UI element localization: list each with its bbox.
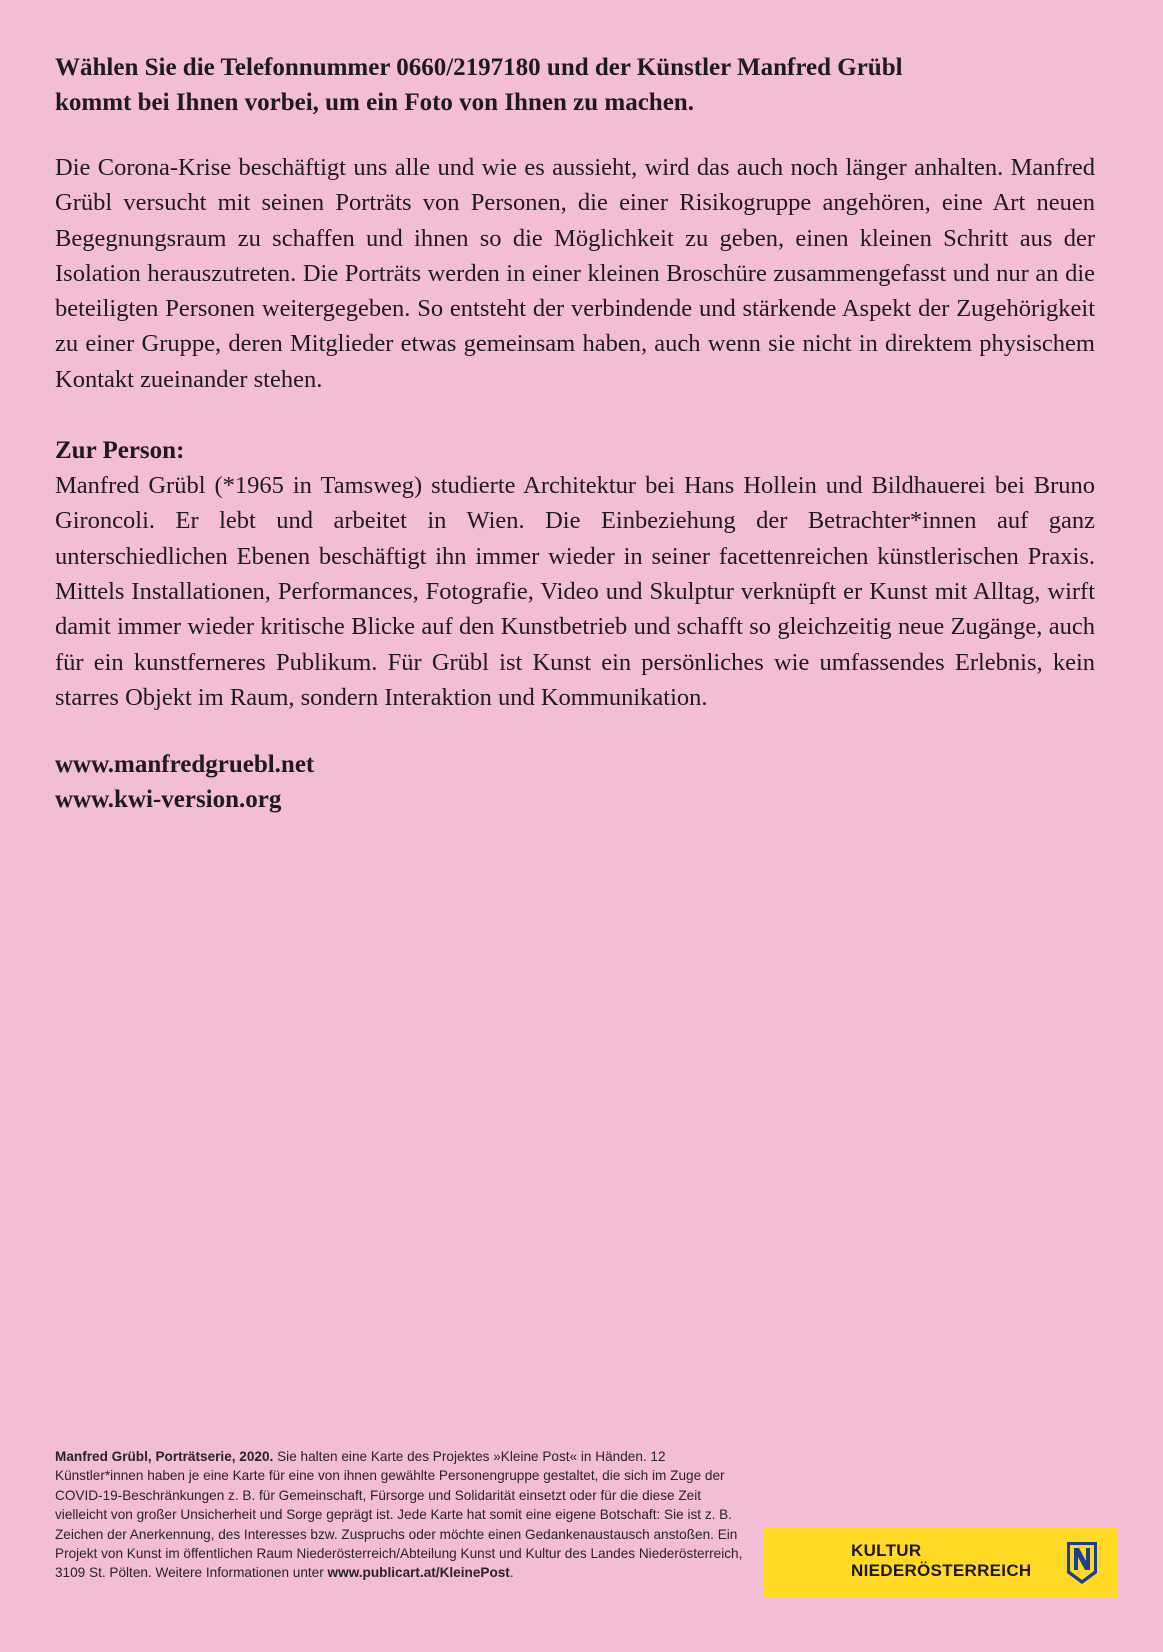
niederoesterreich-n-icon (1065, 1540, 1099, 1586)
logo-line-1: KULTUR (851, 1541, 922, 1560)
main-content (55, 50, 1095, 817)
footer-body: Sie halten eine Karte des Projektes »Kleine Post« in Händen. 12 Künstler*innen haben je eine Karte für eine von ihnen gewählte Personengruppe gestaltet, die sich im Zuge der COVID-19-Beschränkungen z. B. für Gemeinschaft, Fürsorge und Solidarität einsetzt oder für die diese Zeit vielleicht von großer Unsicherheit und Sorge geprägt ist. Jede Karte hat somit eine eigene Botschaft: Sie ist z. B. Zeichen der Anerkennung, des Interesses bzw. Zuspruchs oder möchte einen Gedankenaustausch anstoßen. Ein Projekt von Kunst im öffentlichen Raum Niederösterreich/Abteilung Kunst und Kultur des Landes Niederösterreich, 3109 St. Pölten. Weitere Informationen unter (55, 1449, 743, 1581)
bio-heading: Zur Person: (55, 437, 185, 465)
intro-text (55, 50, 1095, 120)
link-kwi-version[interactable]: www.kwi-version.org (55, 786, 282, 814)
footer-link[interactable]: www.publicart.at/KleinePost (327, 1565, 510, 1581)
intro-line-2: kommt bei Ihnen vorbei, um ein Foto von Ihnen zu machen. (55, 89, 694, 116)
logo-line-2: NIEDERÖSTERREICH (851, 1561, 1032, 1580)
kultur-niederoesterreich-logo (763, 1527, 1118, 1598)
footer-end: . (509, 1565, 514, 1581)
footer-lead: Manfred Grübl, Porträtserie, 2020. (55, 1449, 274, 1464)
footer-note (55, 1447, 755, 1583)
bio-paragraph: Manfred Grübl (*1965 in Tamsweg) studierte Architektur bei Hans Hollein und Bildhauerei bei Bruno Gironcoli. Er lebt und arbeitet in Wien. Die Einbeziehung der Betrachter*innen auf ganz unterschiedlichen Ebenen beschäftigt ihn immer wieder in seiner facettenreichen künstlerischen Praxis. Mittels Installationen, Performances, Fotografie, Video und Skulptur verknüpft er Kunst mit Alltag, wirft damit immer wieder kritische Blicke auf den Kunstbetrieb und schafft so gleichzeitig neue Zugänge, auch für ein kunstferneres Publikum. Für Grübl ist Kunst ein persönliches wie umfassendes Erlebnis, kein starres Objekt im Raum, sondern Interaktion und Kommunikation. (55, 472, 1095, 711)
link-manfredgruebl[interactable]: www.manfredgruebl.net (55, 751, 315, 779)
corona-paragraph: Die Corona-Krise beschäftigt uns alle und wie es aussieht, wird das auch noch länger anhalten. Manfred Grübl versucht mit seinen Porträts von Personen, die einer Risikogruppe angehören, eine Art neuen Begegnungsraum zu schaffen und ihnen so die Möglichkeit zu geben, einen kleinen Schritt aus der Isolation herauszutreten. Die Porträts werden in einer kleinen Broschüre zusammengefasst und nur an die beteiligten Personen weitergegeben. So entsteht der verbindende und stärkende Aspekt der Zugehörigkeit zu einer Gruppe, deren Mitglieder etwas gemeinsam haben, auch wenn sie nicht in direktem physischem Kontakt zueinander stehen. (55, 154, 1095, 393)
intro-line-1: Wählen Sie die Telefonnummer 0660/2197180 und der Künstler Manfred Grübl (55, 54, 903, 81)
link-list (55, 747, 1095, 817)
logo-text (851, 1541, 1032, 1581)
